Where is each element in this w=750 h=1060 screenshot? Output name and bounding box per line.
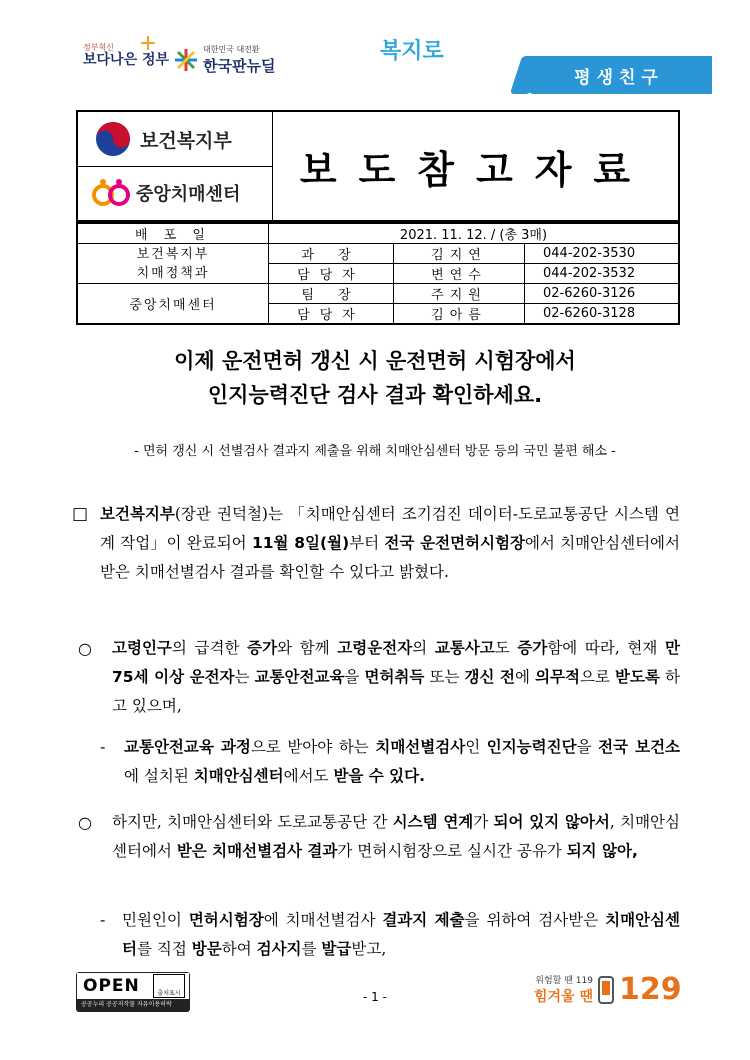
attribution-icon: 출처표시: [153, 974, 185, 998]
helpline-129-logo: 위험할 땐 119 힘겨울 땐 129: [534, 972, 682, 1007]
lifelong-friend-banner: 평생친구: [526, 56, 712, 94]
dementia-center-icon: [92, 178, 130, 208]
paragraph-5: - 민원인이 면허시험장에 치매선별검사 결과지 제출을 위하여 검사받은 치매안심센터를 직접 방문하여 검사지를 발급받고,: [100, 906, 680, 964]
phone-icon: [597, 975, 615, 1005]
paragraph-3: - 교통안전교육 과정으로 받아야 하는 치매선별검사인 인지능력진단을 전국 보건소에 설치된 치매안심센터에서도 받을 수 있다.: [100, 733, 680, 791]
circle-bullet: ○: [78, 813, 92, 832]
dash-bullet: -: [100, 911, 106, 929]
subtitle: - 면허 갱신 시 선별검사 결과지 제출을 위해 치매안심센터 방문 등의 국민 불편 해소 -: [134, 444, 616, 459]
new-deal-icon: [173, 47, 199, 73]
press-title-box: [76, 110, 680, 222]
date-label: 배 포 일: [77, 223, 269, 244]
dash-bullet: -: [100, 738, 106, 756]
square-bullet: □: [72, 504, 89, 524]
dementia-center-logo: 중앙치매센터: [92, 178, 240, 208]
page-number: - 1 -: [363, 990, 387, 1004]
korean-new-deal-logo: 대한민국 대전환 한국판뉴딜: [173, 44, 275, 76]
table-row: [77, 223, 679, 244]
press-title: 보도참고자료: [299, 146, 653, 192]
paragraph-1: □ 보건복지부(장관 권덕철)는 「치매안심센터 조기검진 데이터-도로교통공단 시스템 연계 작업」이 완료되어 11월 8일(월)부터 전국 운전면허시험장에서 치매안심센터에서 받은 치매선별검사 결과를 확인할 수 있다고 밝혔다.: [72, 500, 680, 587]
org-cell: 중앙치매센터: [77, 284, 269, 325]
paragraph-2: ○ 고령인구의 급격한 증가와 함께 고령운전자의 교통사고도 증가함에 따라, 현재 만 75세 이상 운전자는 교통안전교육을 면허취득 또는 갱신 전에 의무적으로 받도록 하고 있으며,: [78, 634, 680, 721]
table-row: 보건복지부 치매정책과 과 장 김지연 044-202-3530: [77, 244, 679, 264]
taegeuk-icon: [94, 120, 132, 158]
table-row: 중앙치매센터 팀 장 주지원 02-6260-3126: [77, 284, 679, 304]
date-value: 2021. 11. 12. / (총 3매): [269, 223, 680, 244]
open-license-badge: OPEN 출처표시 공공누리 공공저작물 자유이용허락: [76, 972, 190, 1012]
headline: 이제 운전면허 갱신 시 운전면허 시험장에서 인지능력진단 검사 결과 확인하세요.: [174, 349, 576, 407]
bokjiro-logo: 복지로: [380, 39, 444, 64]
ministry-logo: 보건복지부: [94, 120, 232, 158]
circle-bullet: ○: [78, 639, 92, 658]
contact-table: [76, 222, 680, 325]
org-cell: 보건복지부 치매정책과: [77, 244, 269, 284]
plus-icon: [141, 36, 155, 50]
paragraph-4: ○ 하지만, 치매안심센터와 도로교통공단 간 시스템 연계가 되어 있지 않아서, 치매안심센터에서 받은 치매선별검사 결과가 면허시험장으로 실시간 공유가 되지 않아,: [78, 808, 680, 866]
table-row: 담당자 변연수 044-202-3532: [77, 264, 679, 284]
table-row: 담당자 김아름 02-6260-3128: [77, 304, 679, 325]
gov-innovation-logo: 정부혁신 보다나은 정부: [83, 42, 169, 66]
